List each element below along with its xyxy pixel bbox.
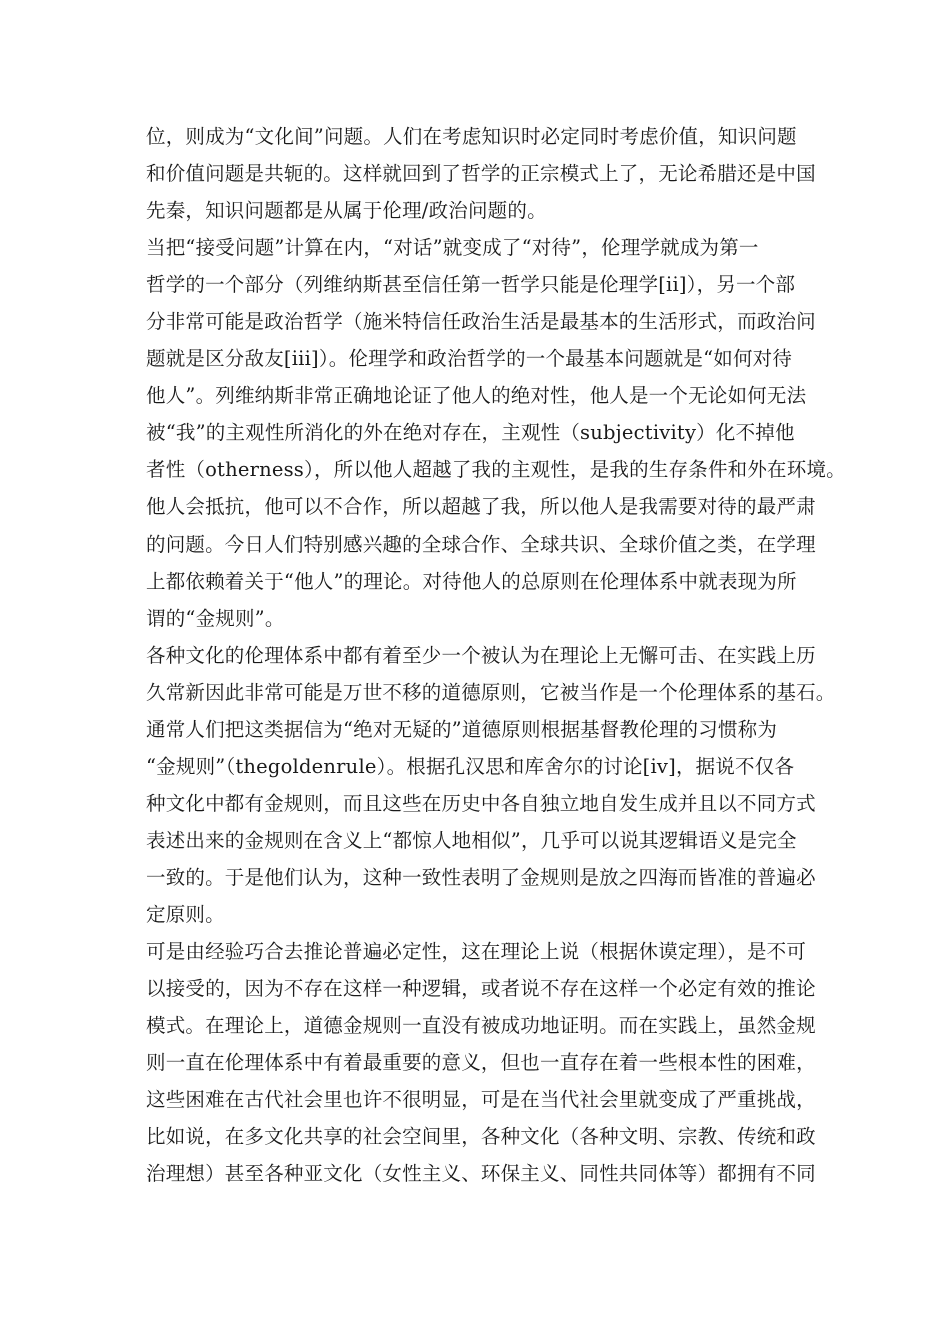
- text-line: 谓的“金规则”。: [146, 606, 285, 630]
- text-line: 分非常可能是政治哲学（施米特信任政治生活是最基本的生活形式，而政治问: [146, 310, 816, 334]
- text-line: 一致的。于是他们认为，这种一致性表明了金规则是放之四海而皆准的普遍必: [146, 865, 816, 889]
- body-text: [146, 118, 846, 1192]
- text-line: 当把“接受问题”计算在内，“对话”就变成了“对待”，伦理学就成为第一: [146, 236, 759, 260]
- text-line: 表述出来的金规则在含义上“都惊人地相似”，几乎可以说其逻辑语义是完全: [146, 828, 797, 852]
- text-line: 比如说，在多文化共享的社会空间里，各种文化（各种文明、宗教、传统和政: [146, 1125, 816, 1149]
- text-line: 定原则。: [146, 902, 225, 926]
- text-line: 他人会抵抗，他可以不合作，所以超越了我，所以他人是我需要对待的最严肃: [146, 495, 816, 519]
- text-line: 久常新因此非常可能是万世不移的道德原则，它被当作是一个伦理体系的基石。: [146, 680, 836, 704]
- text-line: 可是由经验巧合去推论普遍必定性，这在理论上说（根据休谟定理），是不可: [146, 940, 807, 964]
- text-line: 的问题。今日人们特别感兴趣的全球合作、全球共识、全球价值之类，在学理: [146, 532, 816, 556]
- text-line: 者性（otherness），所以他人超越了我的主观性，是我的生存条件和外在环境。: [146, 458, 846, 482]
- text-line: 以接受的，因为不存在这样一种逻辑，或者说不存在这样一个必定有效的推论: [146, 977, 816, 1001]
- text-line: 他人”。列维纳斯非常正确地论证了他人的绝对性，他人是一个无论如何无法: [146, 384, 807, 408]
- text-line: 上都依赖着关于“他人”的理论。对待他人的总原则在伦理体系中就表现为所: [146, 569, 797, 593]
- text-line: 先秦，知识问题都是从属于伦理/政治问题的。: [146, 199, 547, 223]
- text-line: 则一直在伦理体系中有着最重要的意义，但也一直存在着一些根本性的困难，: [146, 1051, 816, 1075]
- text-line: 种文化中都有金规则，而且这些在历史中各自独立地自发生成并且以不同方式: [146, 791, 816, 815]
- text-line: 哲学的一个部分（列维纳斯甚至信任第一哲学只能是伦理学[ii]），另一个部: [146, 273, 796, 297]
- text-line: 各种文化的伦理体系中都有着至少一个被认为在理论上无懈可击、在实践上历: [146, 643, 816, 667]
- text-line: 被“我”的主观性所消化的外在绝对存在，主观性（subjectivity）化不掉他: [146, 421, 795, 445]
- text-line: 模式。在理论上，道德金规则一直没有被成功地证明。而在实践上，虽然金规: [146, 1014, 816, 1038]
- text-line: 治理想）甚至各种亚文化（女性主义、环保主义、同性共同体等）都拥有不同: [146, 1162, 816, 1186]
- text-line: 位，则成为“文化间”问题。人们在考虑知识时必定同时考虑价值，知识问题: [146, 125, 797, 148]
- text-line: 题就是区分敌友[iii]）。伦理学和政治哲学的一个最基本问题就是“如何对待: [146, 347, 793, 371]
- text-line: 通常人们把这类据信为“绝对无疑的”道德原则根据基督教伦理的习惯称为: [146, 717, 778, 741]
- text-line: “金规则”（thegoldenrule）。根据孔汉思和库舍尔的讨论[iv]，据说不仅各: [146, 754, 795, 778]
- text-line: 和价值问题是共轭的。这样就回到了哲学的正宗模式上了，无论希腊还是中国: [146, 162, 816, 186]
- text-line: 这些困难在古代社会里也许不很明显，可是在当代社会里就变成了严重挑战，: [146, 1088, 816, 1112]
